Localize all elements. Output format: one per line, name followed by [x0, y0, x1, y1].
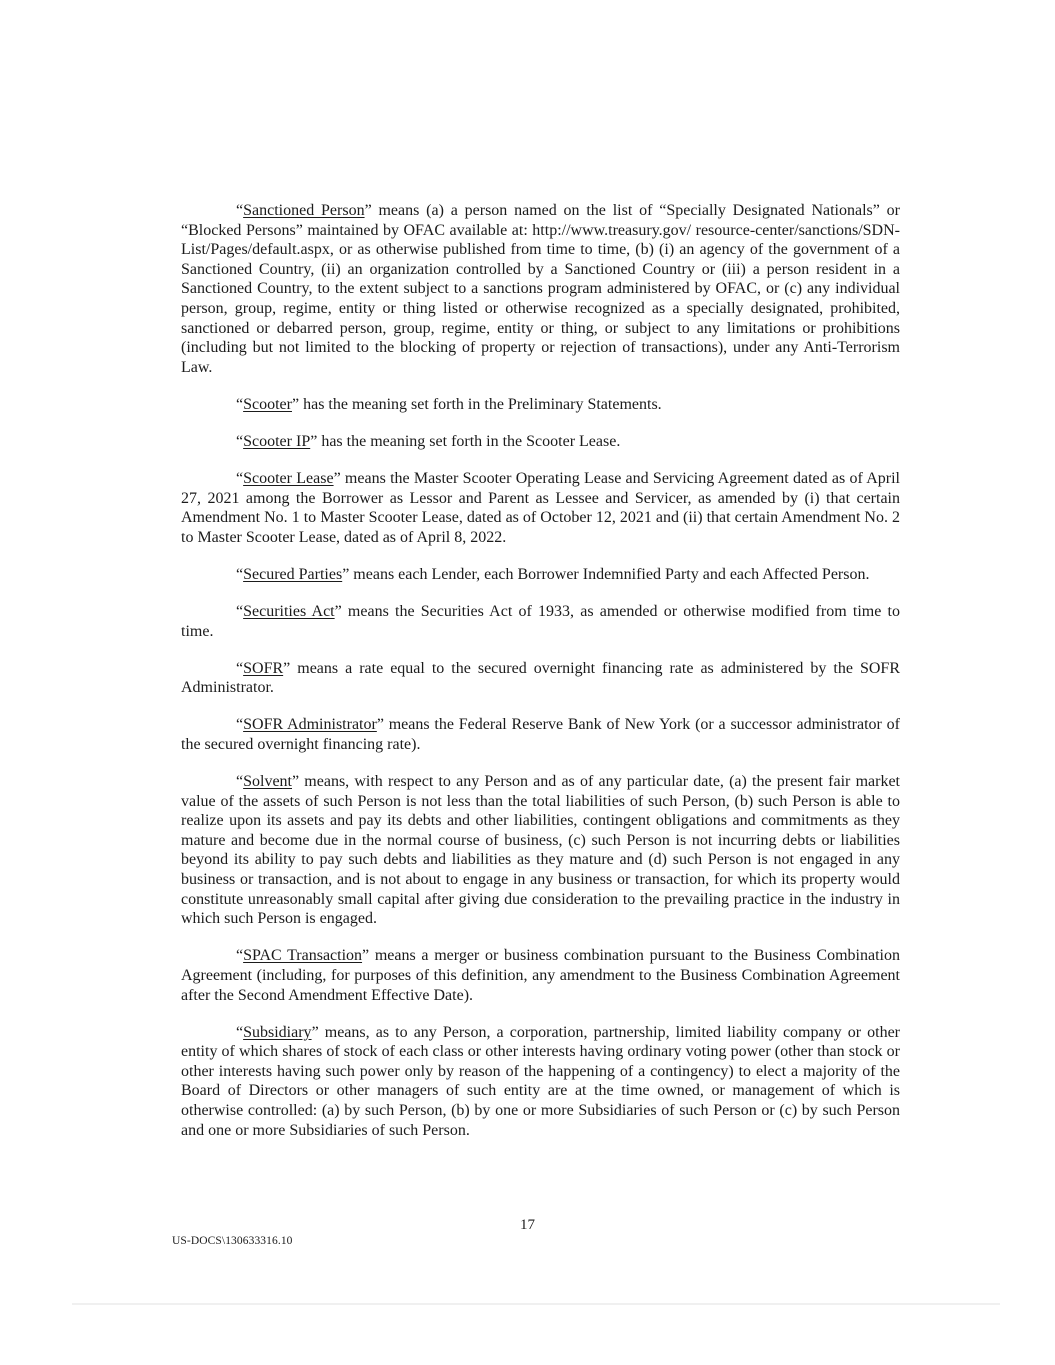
open-quote: “	[236, 659, 244, 677]
definition-body: ” means each Lender, each Borrower Indemnified Party and each Affected Person.	[342, 565, 870, 583]
definition-sanctioned-person	[181, 201, 900, 377]
definition-body: ” has the meaning set forth in the Preliminary Statements.	[291, 395, 662, 413]
definitions-section	[181, 201, 900, 1140]
definition-body: ” means the Federal Reserve Bank of New York (or a successor administrator of the secured overnight financing rate).	[181, 716, 901, 753]
definition-body: ” means, with respect to any Person and as of any particular date, (a) the present fair market value of the assets of such Person is not less than the total liabilities of such Person, (b) such Person is able to realize upon its assets and pay its debts and other liabilities, contingent obligations and commitments as they mature and become due in the normal course of business, (c) such Person is not incurring debts or liabilities beyond its ability to pay such debts and liabilities as they mature and (d) such Person is not engaged in any business or transaction, and is not about to engage in any business or transaction, for which its property would constitute unreasonably small capital after giving due consideration to the prevailing practice in the industry in which such Person is engaged.	[181, 773, 900, 928]
defined-term: Scooter IP	[243, 432, 311, 450]
definition-body: ” means the Securities Act of 1933, as amended or otherwise modified from time to time.	[181, 603, 900, 640]
defined-term: Solvent	[243, 773, 292, 791]
definition-body: ” means a merger or business combination pursuant to the Business Combination Agreement (including, for purposes of this definition, any amendment to the Business Combination Agreement after the Second Amendment Effective Date).	[181, 947, 900, 1004]
definition-body: ” means a rate equal to the secured overnight financing rate as administered by the SOFR Administrator.	[181, 659, 900, 697]
page-number: 17	[520, 1217, 535, 1233]
defined-term: Securities Act	[243, 603, 335, 620]
defined-term: Subsidiary	[243, 1023, 312, 1041]
definition-spac-transaction	[181, 946, 900, 1005]
definition-solvent	[181, 772, 900, 929]
open-quote: “	[236, 773, 244, 791]
defined-term: Scooter Lease	[243, 470, 334, 488]
definition-body: ” means (a) a person named on the list of “Specially Designated Nationals” or “Blocked Persons” maintained by OFAC available at: http://www.treasury.gov/ resource-center/sanctions/SDN-List/Pages/default.aspx, or as otherwise published from time to time, (b) (i) an agency of the government of a Sanctioned Country, (ii) an organization controlled by a Sanctioned Country or (iii) a person resident in a Sanctioned Country, to the extent subject to a sanctions program administered by OFAC, or (c) any individual person, group, regime, entity or thing listed or otherwise recognized as a specially designated, prohibited, sanctioned or debarred person, group, regime, entity or thing, or subject to any limitations or prohibitions (including but not limited to the blocking of property or rejection of transactions), under any Anti-Terrorism Law.	[181, 202, 900, 376]
defined-term: SOFR	[243, 659, 284, 677]
defined-term: SOFR Administrator	[243, 716, 377, 734]
definition-body: ” means the Master Scooter Operating Lease and Servicing Agreement dated as of April 27, 2021 among the Borrower as Lessor and Parent as Lessee and Servicer, as amended by (i) that certain Amendment No. 1 to Master Scooter Lease, dated as of October 12, 2021 and (ii) that certain Amendment No. 2 to Master Scooter Lease, dated as of April 8, 2022.	[181, 470, 900, 546]
definition-body: ” has the meaning set forth in the Scooter Lease.	[310, 432, 621, 450]
open-quote: “	[236, 716, 244, 734]
definition-sofr-administrator	[181, 715, 900, 754]
open-quote: “	[236, 603, 244, 620]
open-quote: “	[236, 202, 244, 219]
open-quote: “	[236, 565, 244, 583]
open-quote: “	[236, 947, 244, 965]
defined-term: Sanctioned Person	[243, 202, 365, 219]
defined-term: SPAC Transaction	[243, 947, 363, 965]
definition-secured-parties	[181, 565, 900, 585]
document-id-footer: US-DOCS\130633316.10	[172, 1235, 293, 1247]
page-boundary-line	[72, 1303, 1000, 1305]
definition-scooter-lease	[181, 469, 900, 547]
definition-scooter-ip	[181, 432, 900, 452]
definition-securities-act	[181, 602, 900, 641]
defined-term: Secured Parties	[243, 565, 343, 583]
defined-term: Scooter	[243, 395, 292, 413]
open-quote: “	[236, 432, 244, 450]
open-quote: “	[236, 470, 244, 488]
definition-sofr	[181, 659, 900, 698]
definition-body: ” means, as to any Person, a corporation, partnership, limited liability company or other entity of which shares of stock of each class or other interests having ordinary voting power (other than stock or other interests having such power only by reason of the happening of a contingency) to elect a majority of the Board of Directors or other managers of such entity are at the time owned, or management of which is otherwise controlled: (a) by such Person, (b) by one or more Subsidiaries of such Person or (c) by such Person and one or more Subsidiaries of such Person.	[181, 1023, 900, 1139]
definition-scooter	[181, 395, 900, 415]
definition-subsidiary	[181, 1023, 900, 1141]
open-quote: “	[236, 1023, 244, 1041]
open-quote: “	[236, 395, 244, 413]
